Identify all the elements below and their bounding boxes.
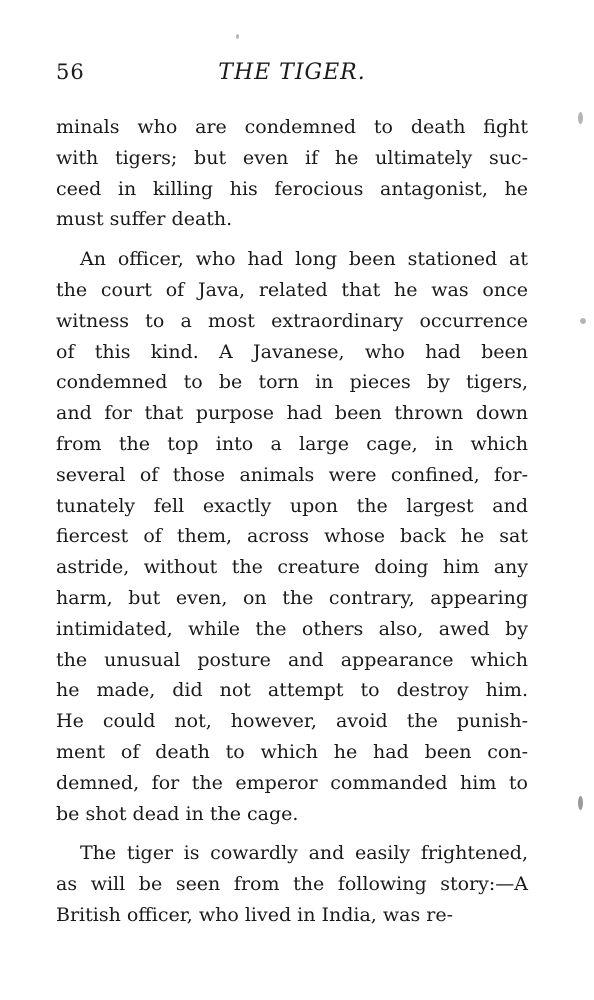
text-line: as will be seen from the following story:—A	[56, 873, 528, 896]
text-line: minals who are condemned to death fight	[56, 116, 528, 138]
paragraph	[56, 838, 528, 930]
text-line: condemned to be torn in pieces by tigers,	[56, 371, 528, 394]
text-line: from the top into a large cage, in which	[56, 432, 528, 455]
text-line: with tigers; but even if he ultimately suc-	[56, 146, 528, 169]
running-title: THE TIGER.	[218, 60, 366, 85]
text-line: intimidated, while the others also, awed by	[56, 617, 528, 640]
page-header	[56, 60, 528, 92]
print-speck	[578, 112, 583, 124]
text-line: several of those animals were confined, for-	[56, 463, 528, 486]
text-line: The tiger is cowardly and easily frightened,	[80, 842, 528, 865]
text-line: fiercest of them, across whose back he sat	[56, 525, 528, 548]
text-line: British officer, who lived in India, was re-	[56, 903, 454, 926]
text-line: he made, did not attempt to destroy him.	[56, 679, 528, 702]
text-line: tunately fell exactly upon the largest and	[56, 494, 528, 517]
text-line: ceed in killing his ferocious antagonist, he	[56, 177, 528, 200]
text-line: must suffer death.	[56, 208, 233, 231]
print-speck	[236, 34, 239, 39]
print-speck	[578, 796, 583, 810]
paragraph	[56, 112, 528, 235]
text-line: the unusual posture and appearance which	[56, 648, 528, 671]
text-line: of this kind. A Javanese, who had been	[56, 340, 528, 363]
text-line: astride, without the creature doing him any	[56, 556, 528, 579]
body-text	[56, 112, 528, 931]
paragraph	[56, 244, 528, 829]
text-line: harm, but even, on the contrary, appearing	[56, 586, 528, 609]
paragraph-gap	[56, 829, 528, 838]
page-number: 56	[56, 60, 85, 84]
text-line: and for that purpose had been thrown down	[56, 402, 528, 425]
print-speck	[580, 318, 586, 324]
text-line: An officer, who had long been stationed at	[80, 248, 528, 271]
text-line: He could not, however, avoid the punish-	[56, 710, 528, 733]
text-line: ment of death to which he had been con-	[56, 740, 528, 763]
paragraph-gap	[56, 235, 528, 244]
text-line: the court of Java, related that he was once	[56, 278, 528, 301]
text-line: be shot dead in the cage.	[56, 802, 299, 825]
text-line: demned, for the emperor commanded him to	[56, 771, 528, 794]
text-line: witness to a most extraordinary occurrence	[56, 309, 528, 332]
